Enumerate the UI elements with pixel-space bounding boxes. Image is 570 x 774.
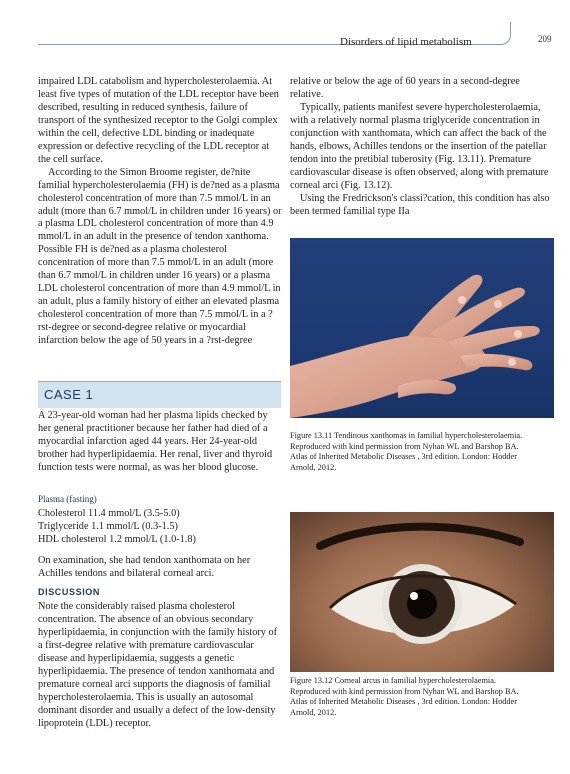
figure-caption: Figure 13.11 Tendinous xanthomas in familial hypercholesterolaemia. Reproduced with kind permission from Nyhan WL and Barshop BA. Atlas of Inherited Metabolic Diseases , 3rd edition. London: Hodder Arnold, 2012. <box>290 431 523 472</box>
running-header: Disorders of lipid metabolism <box>340 36 472 48</box>
case-header-box <box>38 381 281 408</box>
paragraph: relative or below the age of 60 years in a second-degree relative. <box>290 76 520 100</box>
discussion-heading: DISCUSSION <box>38 587 101 597</box>
examination-findings <box>38 555 283 581</box>
plasma-label: Plasma (fasting) <box>38 494 97 504</box>
figure-caption: Figure 13.12 Corneal arcus in familial hypercholesterolaemia. Reproduced with kind permission from Nyhan WL and Barshop BA. Atlas of Inherited Metabolic Diseases , 3rd edition. London: Hodder Arnold, 2012. <box>290 676 519 717</box>
paragraph: On examination, she had tendon xanthomata on her Achilles tendons and bilateral corneal arci. <box>38 555 251 579</box>
paragraph: Typically, patients manifest severe hypercholesterolaemia, with a relatively normal plasma triglyceride concentration in conjunction with xanthomata, which can affect the back of the hands, elbows, Achilles tendons or the insertion of the patellar tendon into the pretibial tuberosity (Fig. 13.11). Premature cardiovascular disease is often observed, along with premature corneal arci (Fig. 13.12). <box>290 101 549 191</box>
page-number: 209 <box>538 34 552 44</box>
lab-results <box>38 508 283 547</box>
hand-illustration <box>290 238 554 418</box>
discussion-text <box>38 601 283 731</box>
corneal-arcus-photo <box>290 512 554 672</box>
paragraph: Using the Fredrickson's classi?cation, this condition has also been termed familial type IIa <box>290 192 550 217</box>
paragraph: impaired LDL catabolism and hypercholesterolaemia. At least five types of mutation of the LDL receptor have been described, resulting in reduced synthesis, failure of transport of the synthesized receptor to the Golgi complex within the cell, defective LDL binding or inadequate expression or defective recycling of the LDL receptor at the cell surface. <box>38 76 279 165</box>
hand-xanthoma-photo <box>290 238 554 418</box>
case-title: CASE 1 <box>44 387 94 402</box>
case-description <box>38 410 283 475</box>
lab-result: Cholesterol 11.4 mmol/L (3.5-5.0) <box>38 508 180 519</box>
right-column <box>290 76 552 218</box>
left-column <box>38 76 283 348</box>
lab-result: HDL cholesterol 1.2 mmol/L (1.0-1.8) <box>38 533 196 545</box>
lab-result: Triglyceride 1.1 mmol/L (0.3-1.5) <box>38 520 178 532</box>
eye-illustration <box>290 512 554 672</box>
paragraph: A 23-year-old woman had her plasma lipids checked by her general practitioner because her father had died of a myocardial infarction aged 44 years. Her 24-year-old brother had hyperlipidaemia. Her renal, liver and thyroid function tests were normal, as was her blood glucose. <box>38 410 273 473</box>
paragraph: Note the considerably raised plasma cholesterol concentration. The absence of an obvious secondary hyperlipidaemia, in conjunction with the family history of a first-degree relative with premature cardiovascular disease and hyperlipidaemia, suggests a genetic hyperlipidaemia. The presence of tendon xanthomata and premature corneal arci supports the diagnosis of familial hypercholesterolaemia. This is usually an autosomal dominant disorder and usually a defect of the low-density lipoprotein (LDL) receptor. <box>38 601 278 729</box>
paragraph: According to the Simon Broome register, de?nite familial hypercholesterolaemia (FH) is de?ned as a plasma cholesterol concentration of more than 7.5 mmol/L in an adult (more than 6.7 mmol/L in children under 16 years) or a plasma LDL cholesterol concentration of more than 4.9 mmol/L in an adult in the presence of tendon xanthoma. Possible FH is de?ned as a plasma cholesterol concentration of more than 7.5 mmol/L in an adult (more than 6.7 mmol/L in children under 16 years) or a plasma LDL cholesterol concentration of more than 4.9 mmol/L in an adult, plus a family history of either an elevated plasma cholesterol concentration of more than 7.5 mmol/L in a ?rst-degree or second-degree relative or myocardial infarction below the age of 50 years in a ?rst-degree <box>38 166 282 347</box>
